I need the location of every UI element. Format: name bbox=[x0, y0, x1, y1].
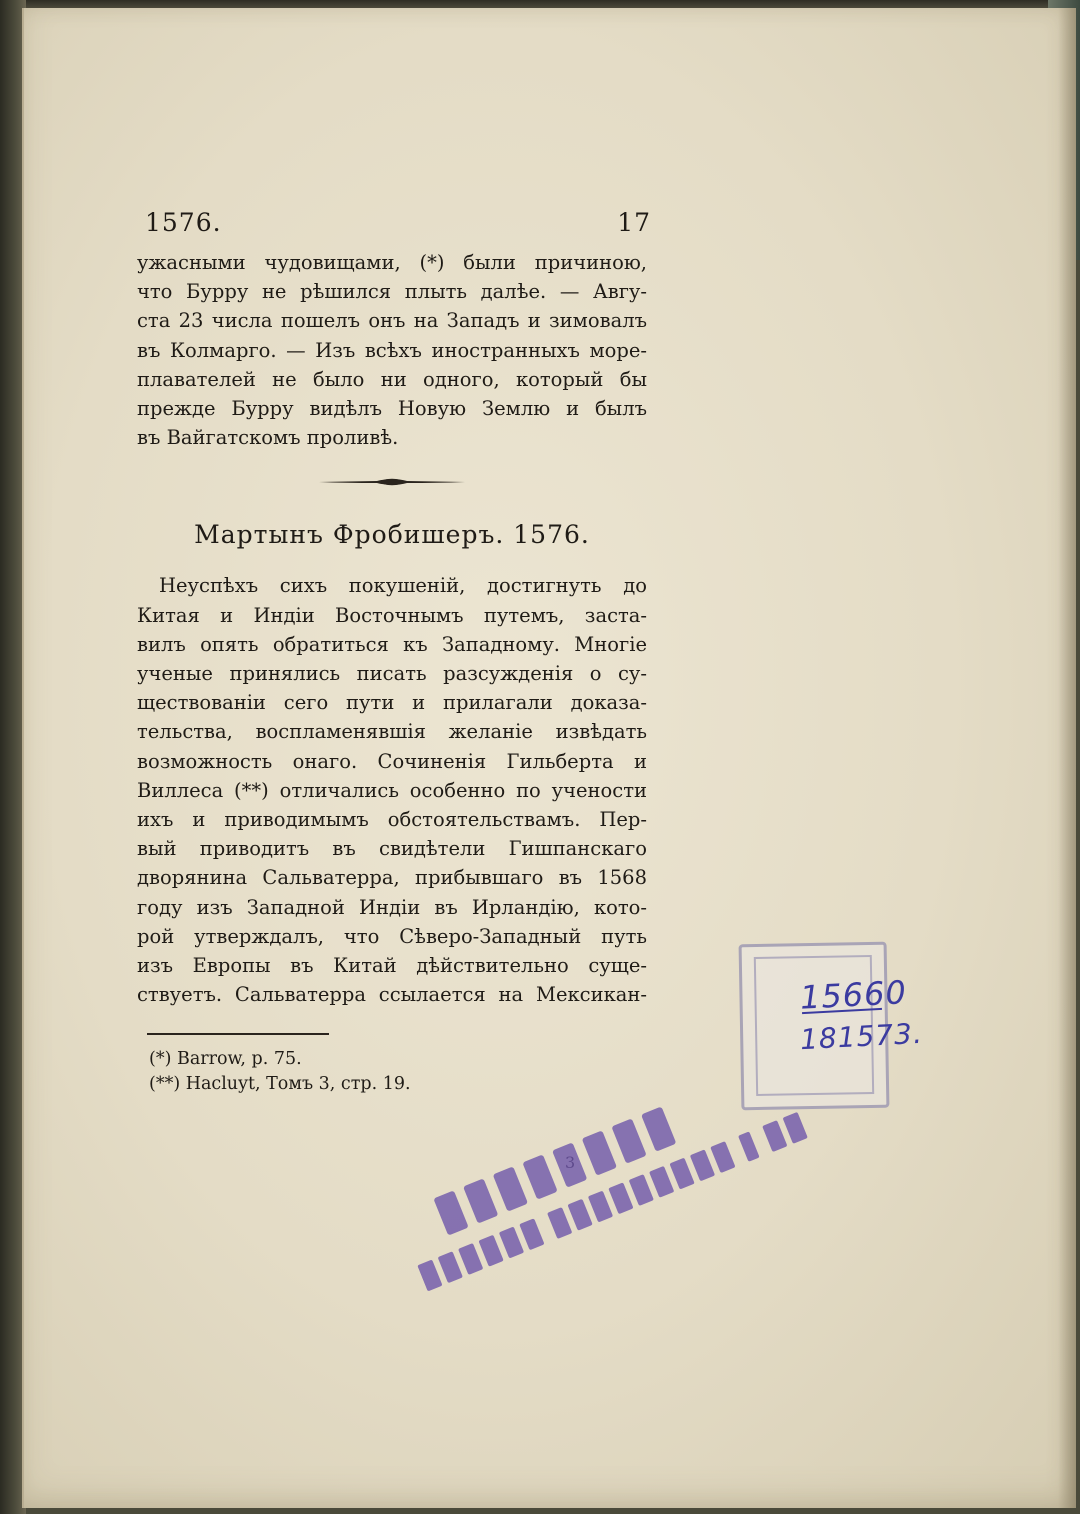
page-shadow bbox=[1058, 8, 1076, 1508]
footnote-rule bbox=[147, 1033, 329, 1035]
text-line: ужасными чудовищами, (*) были причиною, bbox=[137, 251, 647, 274]
text-line: ствуетъ. Сальватерра ссылается на Мексикан- bbox=[137, 983, 647, 1007]
text-line: прежде Бурру видѣлъ Новую Землю и былъ bbox=[137, 397, 647, 421]
text-line: ихъ и приводимымъ обстоятельствамъ. Пер- bbox=[137, 808, 647, 832]
text-line: году изъ Западной Индіи въ Ирландію, кото- bbox=[137, 895, 647, 919]
handwritten-accession-number: 15660 bbox=[799, 973, 908, 1017]
handwritten-inventory-number: 181573. bbox=[799, 1016, 924, 1057]
text-line: тельства, воспламенявшія желаніе извѣдать bbox=[137, 720, 647, 744]
running-head-year: 1576. bbox=[145, 208, 222, 237]
text-line: рой утверждалъ, что Сѣверо-Западный путь bbox=[137, 924, 647, 948]
text-line: что Бурру не рѣшился плыть далѣе. — Авгу- bbox=[137, 280, 647, 304]
library-ownership-stamp bbox=[394, 1058, 814, 1328]
text-line: ученые принялись писать разсужденія о су- bbox=[137, 662, 647, 686]
paragraph-1 bbox=[137, 248, 647, 452]
text-line: въ Колмарго. — Изъ всѣхъ иностранныхъ море- bbox=[137, 338, 647, 362]
page-number: 17 bbox=[617, 208, 651, 237]
paragraph-2 bbox=[137, 571, 647, 1009]
text-line: Виллеса (**) отличались особенно по учености bbox=[137, 778, 647, 802]
text-line: вый приводитъ въ свидѣтели Гишпанскаго bbox=[137, 837, 647, 861]
text-line: ста 23 числа пошелъ онъ на Западъ и зимовалъ bbox=[137, 309, 647, 333]
running-head bbox=[137, 208, 651, 248]
text-line: Китая и Индіи Восточнымъ путемъ, застa- bbox=[137, 603, 647, 627]
footnote: (*) Barrow, p. 75. bbox=[149, 1049, 302, 1070]
text-line: ществованіи сего пути и прилагали доказa- bbox=[137, 691, 647, 715]
footnotes bbox=[149, 1047, 647, 1097]
text-line: дворянина Сальватерра, прибывшаго въ 1568 bbox=[137, 866, 647, 890]
text-block bbox=[137, 208, 651, 1097]
ornament-rule-icon bbox=[317, 475, 467, 489]
text-line: возможность онаго. Сочиненія Гильберта и bbox=[137, 749, 647, 773]
section-heading: Мартынъ Фробишеръ. 1576. bbox=[194, 520, 590, 550]
paper-page bbox=[22, 8, 1076, 1508]
text-line: изъ Европы въ Китай дѣйствительно суще- bbox=[137, 954, 647, 978]
text-line: вилъ опять обратиться къ Западному. Многіе bbox=[137, 632, 647, 656]
footnote: (**) Hacluyt, Томъ 3, стр. 19. bbox=[149, 1074, 411, 1095]
text-line: въ Вайгатскомъ проливѣ. bbox=[137, 426, 399, 450]
text-line: Неуспѣхъ сихъ покушеній, достигнуть до bbox=[159, 574, 647, 598]
ornament-divider bbox=[137, 470, 647, 494]
text-line: плавателей не было ни одного, который бы bbox=[137, 367, 647, 391]
